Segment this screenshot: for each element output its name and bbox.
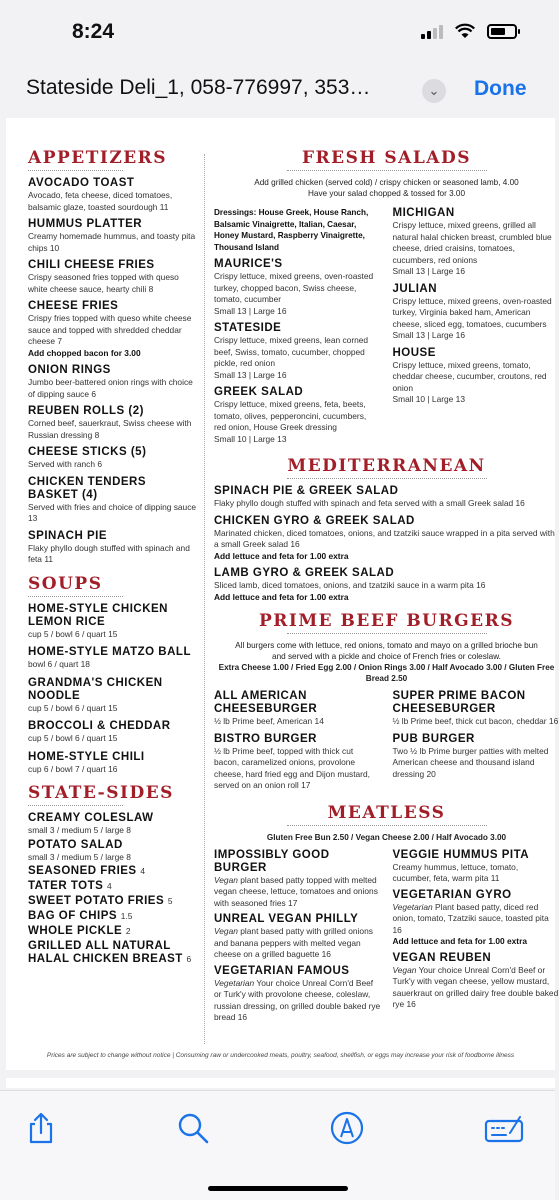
item-description-text: Crispy seasoned fries topped with queso white cheese sauce, hearty chili xyxy=(28,272,179,294)
item-name-text: VEGAN REUBEN xyxy=(392,951,492,964)
menu-item xyxy=(214,965,381,1024)
item-price: 16 xyxy=(392,924,402,935)
item-price: 2 xyxy=(125,926,131,936)
menu-item xyxy=(28,218,198,254)
item-name-text: STATESIDE xyxy=(214,322,282,334)
left-column xyxy=(28,148,198,968)
item-description-text: Corned beef, sauerkraut, Swiss cheese with Russian dressing xyxy=(28,418,192,440)
item-description-text: Crispy lettuce, mixed greens, oven-roasted turkey, chopped bacon, Swiss cheese, tomato, cucumber xyxy=(214,271,374,304)
item-description-text: Two ½ lb Prime burger patties with melted American cheese and thousand island dressing xyxy=(392,745,549,779)
menu-item xyxy=(28,364,198,400)
menu-item xyxy=(28,839,198,864)
footer-disclaimer: Prices are subject to change without notice | Consuming raw or undercooked meats, poultry, seafood, shellfish, or eggs may increase your risk of foodborne illness xyxy=(46,1052,515,1059)
item-description-text: Avocado, feta cheese, diced tomatoes, balsamic glaze, toasted sourdough xyxy=(28,190,173,212)
item-price: Small 10 | Large 13 xyxy=(392,394,465,404)
item-name xyxy=(214,913,381,926)
item-price: 16 xyxy=(476,580,486,590)
item-name-text: HOME-STYLE CHICKEN LEMON RICE xyxy=(28,602,168,628)
menu-item xyxy=(214,386,381,445)
item-name xyxy=(28,364,198,377)
appetizers-title: APPETIZERS xyxy=(28,148,168,168)
menu-item xyxy=(393,690,559,728)
item-name xyxy=(28,446,198,459)
item-price: 16 xyxy=(321,949,331,959)
item-name xyxy=(393,690,559,716)
item-description-text: Your choice Unreal Corn'd Beef or Turk'y with provolone cheese, coleslaw, russian dressing, on grilled double baked rye bread xyxy=(214,977,381,1022)
item-name xyxy=(28,720,198,733)
menu-item xyxy=(28,812,198,837)
menu-item xyxy=(214,849,381,910)
item-description-text: Served with ranch xyxy=(28,459,96,469)
item-name xyxy=(28,603,198,629)
menu-item xyxy=(214,322,381,381)
menu-item xyxy=(393,889,559,948)
done-button[interactable]: Done xyxy=(474,77,527,100)
item-price: 1.5 xyxy=(120,911,133,921)
menu-item xyxy=(28,910,198,923)
divider xyxy=(287,478,487,479)
menu-item xyxy=(28,925,198,938)
item-description xyxy=(214,528,559,551)
status-icons xyxy=(421,24,517,39)
home-indicator xyxy=(208,1186,348,1191)
item-name-text: SPINACH PIE xyxy=(28,529,107,542)
menu-item xyxy=(28,865,198,878)
item-name xyxy=(28,925,198,938)
menu-item xyxy=(393,952,559,1011)
item-name xyxy=(28,646,198,659)
item-price: 8 xyxy=(148,283,154,294)
item-description-text: Creamy hummus, lettuce, tomato, cucumber, feta, warm pita xyxy=(392,861,519,883)
item-name xyxy=(28,940,198,966)
item-description xyxy=(393,220,559,266)
item-price: 16 xyxy=(515,498,525,508)
item-description xyxy=(393,902,559,937)
dressings-text: Dressings: House Greek, House Ranch, Balsamic Vinaigrette, Italian, Caesar, Honey Mustard, Raspberry Vinaigrette, Thousand Island xyxy=(214,208,369,252)
item-description xyxy=(28,502,198,525)
item-name-text: VEGETARIAN GYRO xyxy=(392,888,512,901)
item-name-text: GREEK SALAD xyxy=(214,386,304,398)
salads-header xyxy=(214,148,559,171)
item-name-text: HOME-STYLE CHILI xyxy=(28,750,145,763)
meatless-left-list xyxy=(214,849,381,1028)
item-name xyxy=(28,218,198,231)
meatless-note: Gluten Free Bun 2.50 / Vegan Cheese 2.00 / Half Avocado 3.00 xyxy=(266,832,507,842)
item-name-text: HOUSE xyxy=(392,346,436,359)
item-diet-tag: Vegetarian xyxy=(214,977,255,988)
item-description-text: Flaky phyllo dough stuffed with spinach and feta served with a small Greek salad xyxy=(214,498,514,508)
item-description-text: Crispy lettuce, mixed greens, tomato, cheddar cheese, cucumber, croutons, red onion xyxy=(392,359,547,393)
item-description xyxy=(28,459,198,471)
item-name xyxy=(28,839,198,852)
item-description xyxy=(214,271,381,306)
item-name-text: SPINACH PIE & GREEK SALAD xyxy=(214,485,399,497)
item-diet-tag: Vegan xyxy=(392,964,417,975)
item-price: 16 xyxy=(406,999,416,1009)
item-price: Small 10 | Large 13 xyxy=(214,433,287,444)
item-description-text: small 3 / medium 5 / large 8 xyxy=(28,851,131,862)
item-price: 16 xyxy=(548,716,559,726)
item-description xyxy=(393,746,559,781)
item-description xyxy=(214,498,559,510)
item-price: 17 xyxy=(288,897,298,908)
menu-item xyxy=(28,300,198,359)
item-name-text: ONION RINGS xyxy=(28,364,111,376)
item-name-text: BROCCOLI & CHEDDAR xyxy=(28,720,171,732)
item-description-text: Flaky phyllo dough stuffed with spinach and feta xyxy=(28,542,190,564)
burgers-title: PRIME BEEF BURGERS xyxy=(258,611,515,631)
item-description-text: Served with fries and choice of dipping sauce xyxy=(28,501,197,512)
menu-item xyxy=(28,751,198,776)
item-name xyxy=(28,476,198,502)
item-name xyxy=(393,207,559,220)
item-description-text: Your choice Unreal Corn'd Beef or Turk'y with vegan cheese, yellow mustard, sauerkraut on grilled dairy free double baked rye xyxy=(392,964,559,1009)
item-description-text: ½ lb Prime beef, topped with thick cut bacon, caramelized onions, provolone cheese, hard fried egg and Dijon mustard, served on an onion roll xyxy=(214,745,370,790)
mediterranean-title: MEDITERRANEAN xyxy=(287,456,486,476)
menu-item xyxy=(393,347,559,406)
item-name xyxy=(28,910,198,923)
item-name-text: CHEESE STICKS (5) xyxy=(28,446,147,458)
chevron-down-icon[interactable]: ⌄ xyxy=(422,79,446,103)
item-description-text: small 3 / medium 5 / large 8 xyxy=(28,825,131,835)
signature-icon[interactable] xyxy=(484,1111,524,1145)
item-description xyxy=(28,764,198,776)
item-description-text: Jumbo beer-battered onion rings with choice of dipping sauce xyxy=(28,377,193,399)
item-description xyxy=(214,746,381,792)
item-name-text: GRANDMA'S CHICKEN NOODLE xyxy=(28,676,163,702)
item-name-text: VEGETARIAN FAMOUS xyxy=(214,964,350,977)
item-name-text: IMPOSSIBLY GOOD BURGER xyxy=(214,848,330,874)
menu-item xyxy=(28,476,198,525)
item-description xyxy=(214,580,559,592)
menu-item xyxy=(214,258,381,317)
item-description-text: ½ lb Prime beef, American xyxy=(214,716,313,726)
menu-item xyxy=(28,603,198,641)
menu-item xyxy=(28,646,198,671)
item-description-text: Sliced lamb, diced tomatoes, onions, and tzatziki sauce in a warm pita xyxy=(214,580,474,590)
item-name xyxy=(393,733,559,746)
item-price: 4 xyxy=(106,881,112,891)
status-bar xyxy=(0,0,555,60)
item-name xyxy=(393,952,559,965)
item-price: 11 xyxy=(490,873,500,883)
meatless-header xyxy=(214,803,559,826)
item-description-text: Plant based patty, diced red onion, tomato, Tzatziki sauce, toasted pita xyxy=(392,901,549,923)
menu-item xyxy=(393,733,559,781)
salads-note: Add grilled chicken (served cold) / crispy chicken or seasoned lamb, 4.00 xyxy=(254,178,519,187)
item-name-text: AVOCADO TOAST xyxy=(28,177,135,189)
item-name-text: CHEESE FRIES xyxy=(28,300,119,312)
item-price: 16 xyxy=(237,1012,248,1022)
item-name xyxy=(28,865,198,878)
item-note: Add chopped bacon for 3.00 xyxy=(28,347,141,358)
item-price: 6 xyxy=(186,954,192,964)
burgers-extras: Extra Cheese 1.00 / Fried Egg 2.00 / Onion Rings 3.00 / Half Avocado 3.00 / Gluten Free Bread 2.50 xyxy=(218,663,555,683)
divider xyxy=(287,170,487,171)
menu-item xyxy=(28,446,198,471)
item-description-text: Crispy lettuce, mixed greens, oven-roasted turkey, Virginia baked ham, American cheese, sliced egg, tomatoes, cucumbers xyxy=(392,295,552,329)
menu-item xyxy=(28,895,198,908)
item-name xyxy=(28,880,198,893)
burgers-note: All burgers come with lettuce, red onions, tomato and mayo on a grilled brioche bun xyxy=(235,641,538,650)
burgers-note-2: and served with a pickle and choice of French fries or coleslaw. xyxy=(272,652,501,661)
burgers-grid xyxy=(214,690,559,797)
salads-right-list xyxy=(393,207,559,450)
bottom-toolbar xyxy=(0,1090,555,1200)
search-icon[interactable] xyxy=(176,1111,210,1145)
menu-item xyxy=(28,677,198,715)
menu-item xyxy=(28,405,198,441)
item-price: 17 xyxy=(301,780,311,790)
cellular-signal-icon xyxy=(421,25,443,39)
mediterranean-header xyxy=(214,456,559,479)
item-name-text: ALL AMERICAN CHEESEBURGER xyxy=(214,690,318,715)
item-description xyxy=(214,716,381,728)
divider xyxy=(287,825,487,826)
item-price: 7 xyxy=(57,336,63,346)
menu-item xyxy=(28,530,198,566)
item-description xyxy=(28,231,198,254)
item-description-text: cup 6 / bowl 7 / quart 16 xyxy=(28,763,118,774)
item-name xyxy=(28,530,198,543)
document-title: Stateside Deli_1, 058-776997, 353… xyxy=(26,76,371,99)
menu-item xyxy=(393,207,559,278)
item-name xyxy=(214,258,381,271)
item-description-text: plant based patty with grilled onions and banana peppers with melted vegan cheese on a grilled baguette xyxy=(214,926,373,959)
item-name xyxy=(214,386,381,399)
item-description xyxy=(28,377,198,400)
item-name-text: MICHIGAN xyxy=(392,207,455,219)
item-name xyxy=(28,405,198,418)
item-name xyxy=(214,965,381,978)
statesides-title: STATE-SIDES xyxy=(28,783,174,803)
mediterranean-list xyxy=(214,485,559,603)
item-description xyxy=(393,716,559,728)
item-name xyxy=(214,485,559,498)
menu-item xyxy=(28,177,198,213)
item-description xyxy=(214,926,381,961)
markup-icon[interactable] xyxy=(330,1111,364,1145)
item-name xyxy=(214,515,559,528)
item-name xyxy=(393,283,559,296)
item-name-text: WHOLE PICKLE xyxy=(28,925,123,937)
salads-left-list xyxy=(214,258,381,445)
item-description-text: Crispy fries topped with queso white cheese sauce and topped with shredded cheddar cheese xyxy=(28,313,192,346)
item-name xyxy=(214,567,559,580)
item-description xyxy=(393,862,559,885)
item-price: 5 xyxy=(167,896,173,906)
item-diet-tag: Vegan xyxy=(214,874,238,885)
item-description xyxy=(28,272,198,295)
item-description xyxy=(214,978,381,1024)
item-name-text: TATER TOTS xyxy=(28,880,104,892)
soups-title: SOUPS xyxy=(28,573,103,594)
item-name-text: HUMMUS PLATTER xyxy=(28,218,143,230)
item-name-text: VEGGIE HUMMUS PITA xyxy=(392,848,530,861)
item-description-text: Crispy lettuce, mixed greens, feta, beets, tomato, olives, pepperoncini, cucumbers, red onion, House Greek dressing xyxy=(214,399,367,432)
item-name-text: REUBEN ROLLS (2) xyxy=(28,405,144,417)
meatless-right-list xyxy=(393,849,559,1028)
item-name-text: SWEET POTATO FRIES xyxy=(28,895,165,907)
item-price: 14 xyxy=(314,716,324,726)
battery-icon xyxy=(487,24,517,39)
item-name-text: HOME-STYLE MATZO BALL xyxy=(28,646,191,658)
item-description-text: bowl 6 / quart 18 xyxy=(28,659,90,669)
item-price: 16 xyxy=(290,539,300,549)
item-name-text: GRILLED ALL NATURAL HALAL CHICKEN BREAST xyxy=(28,940,183,965)
item-price: 20 xyxy=(426,768,436,779)
item-name xyxy=(28,751,198,764)
item-price: 11 xyxy=(159,201,169,212)
item-description xyxy=(28,733,198,745)
item-name-text: CREAMY COLESLAW xyxy=(28,812,154,824)
item-description xyxy=(393,360,559,395)
item-price: 4 xyxy=(140,866,145,876)
salads-grid xyxy=(214,207,559,450)
item-description-text: plant based patty topped with melted vegan cheese, lettuce, tomatoes and onions with seasoned fries xyxy=(214,874,378,908)
item-description-text: cup 5 / bowl 6 / quart 15 xyxy=(28,702,118,713)
item-name-text: MAURICE'S xyxy=(214,258,283,270)
item-description xyxy=(393,965,559,1011)
divider xyxy=(287,633,487,634)
item-description xyxy=(393,296,559,331)
salads-left xyxy=(214,207,381,450)
menu-item xyxy=(214,913,381,961)
item-description-text: Crispy lettuce, mixed greens, lean corned beef, Swiss, tomato, cucumber, chopped pickle, red onion xyxy=(214,335,369,368)
item-diet-tag: Vegetarian xyxy=(392,901,433,912)
meatless-title: MEATLESS xyxy=(327,802,446,823)
salads-title: FRESH SALADS xyxy=(301,148,472,168)
item-name-text: JULIAN xyxy=(392,282,438,295)
item-name xyxy=(214,849,381,875)
menu-item xyxy=(214,690,381,728)
item-note: Add lettuce and feta for 1.00 extra xyxy=(214,550,349,561)
item-description xyxy=(28,543,198,566)
menu-item xyxy=(214,567,559,603)
item-description xyxy=(28,852,198,864)
menu-item xyxy=(28,880,198,893)
soups-list xyxy=(28,603,198,776)
menu-item xyxy=(214,485,559,510)
share-icon[interactable] xyxy=(24,1111,58,1145)
item-price: Small 13 | Large 16 xyxy=(214,305,287,316)
item-name xyxy=(28,300,198,313)
item-description xyxy=(28,418,198,441)
item-name-text: LAMB GYRO & GREEK SALAD xyxy=(214,567,395,579)
menu-item xyxy=(28,259,198,295)
burgers-left-list xyxy=(214,690,381,797)
meatless-grid xyxy=(214,849,559,1028)
divider xyxy=(28,170,123,171)
item-name-text: SUPER PRIME BACON CHEESEBURGER xyxy=(392,690,526,715)
item-description-text: cup 5 / bowl 6 / quart 15 xyxy=(28,733,118,743)
item-name xyxy=(393,849,559,862)
item-description xyxy=(28,825,198,837)
item-name-text: BAG OF CHIPS xyxy=(28,910,118,922)
menu-item xyxy=(28,940,198,966)
menu-item xyxy=(214,733,381,792)
item-price: 11 xyxy=(44,554,54,564)
item-description xyxy=(214,335,381,370)
item-description xyxy=(214,875,381,910)
column-divider xyxy=(204,154,205,1044)
item-description xyxy=(28,313,198,348)
item-note: Add lettuce and feta for 1.00 extra xyxy=(392,936,528,946)
item-description-text: Marinated chicken, diced tomatoes, onions, and tzatziki sauce wrapped in a pita served with a small Greek salad xyxy=(214,527,555,549)
divider xyxy=(28,805,123,806)
statesides-list xyxy=(28,812,198,966)
item-price: Small 13 | Large 16 xyxy=(214,369,287,380)
nav-bar xyxy=(0,62,555,114)
menu-item xyxy=(393,283,559,342)
item-price: Small 13 | Large 16 xyxy=(392,330,465,340)
salads-note-2: Have your salad chopped & tossed for 3.00 xyxy=(307,189,466,198)
right-column xyxy=(214,148,559,1028)
item-name-text: BISTRO BURGER xyxy=(214,732,317,745)
item-name-text: CHILI CHEESE FRIES xyxy=(28,259,155,271)
status-time: 8:24 xyxy=(72,20,115,43)
item-name xyxy=(28,895,198,908)
item-description-text: cup 5 / bowl 6 / quart 15 xyxy=(28,628,118,639)
divider xyxy=(28,596,123,597)
item-diet-tag: Vegan xyxy=(214,926,238,936)
item-description-text: ½ lb Prime beef, thick cut bacon, cheddar xyxy=(392,716,547,726)
item-name xyxy=(28,177,198,190)
item-name xyxy=(393,889,559,902)
menu-document xyxy=(6,118,559,1070)
item-price: 13 xyxy=(28,513,38,523)
menu-item xyxy=(28,720,198,745)
item-name-text: UNREAL VEGAN PHILLY xyxy=(214,913,359,925)
item-name xyxy=(214,733,381,746)
item-price: 6 xyxy=(91,388,96,399)
item-name-text: CHICKEN GYRO & GREEK SALAD xyxy=(214,514,415,527)
item-name-text: PUB BURGER xyxy=(392,732,475,745)
item-description xyxy=(28,190,198,213)
item-name xyxy=(214,690,381,716)
item-description xyxy=(28,629,198,641)
burgers-header xyxy=(214,611,559,634)
item-name xyxy=(393,347,559,360)
item-note: Add lettuce and feta for 1.00 extra xyxy=(214,591,349,602)
menu-item xyxy=(393,849,559,885)
item-name xyxy=(28,812,198,825)
item-name xyxy=(214,322,381,335)
appetizers-list xyxy=(28,177,198,566)
item-price: 10 xyxy=(49,242,60,253)
item-name xyxy=(28,677,198,703)
item-description xyxy=(28,659,198,671)
burgers-right-list xyxy=(393,690,559,797)
menu-item xyxy=(214,515,559,563)
item-name-text: SEASONED FRIES xyxy=(28,865,137,877)
item-name-text: POTATO SALAD xyxy=(28,838,123,851)
item-description xyxy=(28,703,198,715)
wifi-icon xyxy=(455,24,475,39)
next-page-edge xyxy=(6,1078,555,1088)
item-name-text: CHICKEN TENDERS BASKET (4) xyxy=(28,475,147,501)
item-name xyxy=(28,259,198,272)
item-description-text: Crispy lettuce, mixed greens, grilled all natural halal chicken breast, crumbled blue cheese, dried craisins, tomatoes, cucumbers, red onions xyxy=(392,220,552,265)
item-description xyxy=(214,399,381,434)
item-price: 8 xyxy=(94,429,100,440)
item-price: Small 13 | Large 16 xyxy=(392,266,465,276)
item-price: 6 xyxy=(97,459,103,469)
item-description-text: Creamy homemade hummus, and toasty pita chips xyxy=(28,231,196,253)
